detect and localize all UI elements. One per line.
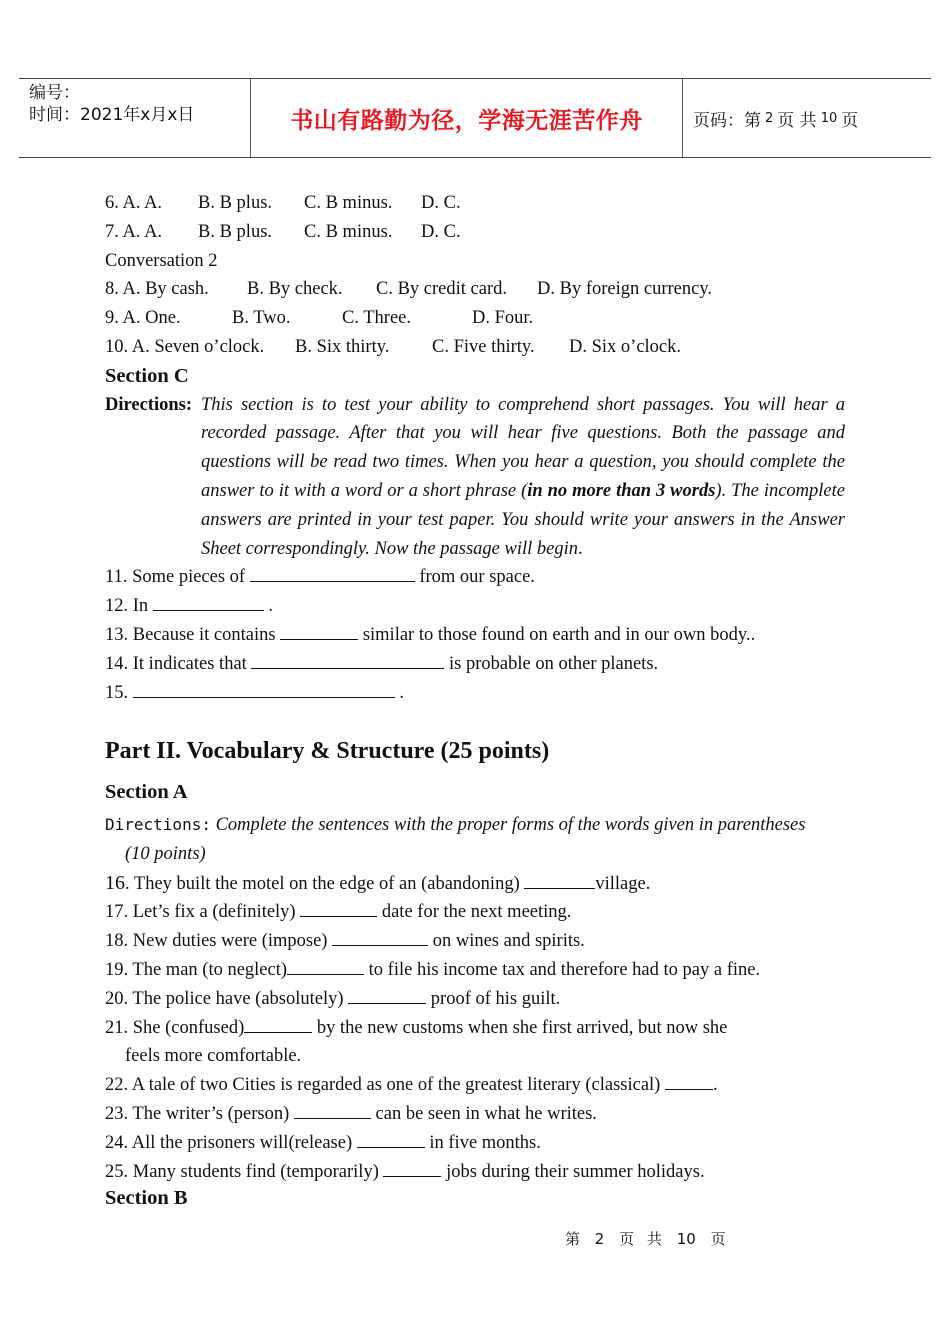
option-c: C. By credit card. (376, 279, 507, 300)
section-a-title: Section A (105, 781, 188, 804)
option-c: C. B minus. (304, 193, 393, 213)
question-21 (105, 1014, 845, 1043)
question-21-continued: feels more comfortable. (125, 1046, 302, 1067)
answer-blank[interactable] (280, 621, 358, 640)
answer-blank[interactable] (287, 956, 364, 975)
page-label-prefix: 页码：第 (693, 110, 761, 131)
q-text: similar to those found on earth and in our own body.. (358, 624, 756, 645)
page-total: 10 (820, 110, 838, 126)
directions-points (105, 840, 845, 869)
question-24 (105, 1129, 845, 1158)
question-11 (105, 563, 845, 592)
option-b: B. Two. (232, 308, 291, 329)
q-text: 14. It indicates that (105, 653, 252, 674)
q-text: 11. Some pieces of (105, 567, 250, 588)
q-text: date for the next meeting. (377, 902, 572, 923)
question-25 (105, 1158, 845, 1187)
q-text: by the new customs when she first arrived, but now she (312, 1017, 728, 1038)
page-current: 2 (765, 110, 774, 126)
question-20 (105, 985, 845, 1014)
q-text: 17. Let’s fix a (definitely) (105, 902, 301, 923)
option-b: B. B plus. (198, 221, 273, 242)
directions-end: . (578, 538, 583, 559)
question-12 (105, 592, 845, 621)
option-c: C. Three. (342, 308, 412, 329)
answer-blank[interactable] (665, 1071, 713, 1090)
id-label: 编号： (29, 83, 80, 103)
footer-total-pages: 10 (676, 1230, 696, 1248)
footer-prefix: 第 (565, 1230, 585, 1248)
answer-blank[interactable] (133, 679, 395, 698)
question-8 (105, 275, 845, 304)
directions-label: Directions: (105, 394, 192, 415)
header-info-cell (19, 79, 251, 157)
section-c-directions (105, 391, 845, 564)
points-text: (10 points) (125, 843, 206, 864)
option-a: 9. A. One. (105, 308, 181, 329)
q-text: can be seen in what he writes. (370, 1103, 597, 1124)
q-text: . (263, 596, 274, 617)
page-footer (565, 1228, 730, 1249)
q-text: 21. She (confused) (105, 1017, 245, 1038)
question-13 (105, 621, 845, 650)
page-header (19, 78, 931, 158)
answer-blank[interactable] (153, 592, 264, 611)
q-text: 24. All the prisoners will(release) (105, 1132, 357, 1153)
q-text: village. (595, 873, 651, 894)
time-label: 时间：2021年x月x日 (29, 105, 195, 125)
answer-blank[interactable] (332, 927, 428, 946)
directions-text (201, 391, 845, 564)
q-text: 18. New duties were (impose) (105, 931, 333, 952)
question-19 (105, 956, 845, 985)
footer-mid: 页 共 (619, 1230, 666, 1248)
directions-text: Complete the sentences with the proper forms of the words given in parentheses (215, 814, 806, 835)
option-a: 8. A. By cash. (105, 279, 209, 300)
directions-text-1: This section is to test your ability to comprehend short passages. You will hear a recorded passage. After that you will hear five questions. Both the passage and questions will be read two times. When you hear a question, you should complete the answer to it with a word or a short phrase ( (201, 394, 845, 501)
answer-blank[interactable] (524, 870, 595, 889)
q-text: in five months. (424, 1132, 541, 1153)
option-b: B. B plus. (198, 193, 273, 213)
option-b: B. By check. (247, 279, 343, 300)
q-text: 20. The police have (absolutely) (105, 988, 349, 1009)
q-text: 23. The writer’s (person) (105, 1103, 294, 1124)
section-b-title: Section B (105, 1187, 188, 1210)
question-22 (105, 1071, 845, 1100)
answer-blank[interactable] (250, 563, 415, 582)
answer-blank[interactable] (357, 1129, 425, 1148)
question-6 (105, 189, 845, 218)
answer-blank[interactable] (348, 985, 426, 1004)
option-d: D. By foreign currency. (537, 279, 713, 300)
motto: 书山有路勤为径，学海无涯苦作舟 (290, 107, 643, 134)
q-text: from our space. (414, 567, 535, 588)
question-18 (105, 927, 845, 956)
conversation-2-label: Conversation 2 (105, 250, 218, 271)
option-c: C. Five thirty. (432, 336, 535, 357)
option-b: B. Six thirty. (295, 336, 390, 357)
q-text: 25. Many students find (temporarily) (105, 1161, 384, 1182)
section-a-directions (105, 811, 845, 840)
q-text: 13. Because it contains (105, 624, 281, 645)
q-text: on wines and spirits. (428, 931, 585, 952)
option-c: C. B minus. (304, 221, 393, 242)
directions-text-2: ). The incomplete answers are printed in your test paper. You should write your answers in the Answer Sheet correspondingly. Now the passage will begin (201, 480, 845, 559)
option-a: 7. A. A. (105, 221, 163, 242)
question-10 (105, 333, 845, 362)
question-16 (105, 869, 845, 899)
directions-label: Directions: (105, 814, 211, 834)
directions-bold: in no more than 3 words (527, 480, 716, 501)
q-num: 16 (105, 871, 125, 894)
page-label-suffix: 页 (841, 110, 859, 131)
section-c-title: Section C (105, 364, 189, 387)
option-d: D. Six o’clock. (569, 336, 682, 357)
question-23 (105, 1100, 845, 1129)
answer-blank[interactable] (300, 898, 377, 917)
header-motto-cell (251, 79, 683, 157)
footer-suffix: 页 (710, 1230, 730, 1248)
q-text: proof of his guilt. (426, 988, 561, 1009)
answer-blank[interactable] (251, 650, 444, 669)
header-page-cell (682, 79, 931, 157)
option-d: D. C. (421, 193, 461, 213)
q-text: 12. In (105, 596, 153, 617)
footer-current-page: 2 (594, 1230, 605, 1248)
page-label-mid: 页 共 (777, 110, 817, 131)
answer-blank[interactable] (294, 1100, 371, 1119)
question-14 (105, 650, 845, 679)
part-ii-title: Part II. Vocabulary & Structure (25 points) (105, 738, 550, 765)
question-15 (105, 679, 845, 708)
q-text: . (712, 1075, 718, 1096)
question-17 (105, 898, 845, 927)
answer-blank[interactable] (383, 1158, 441, 1177)
q-text: 19. The man (to neglect) (105, 959, 288, 980)
document-body (105, 189, 845, 1210)
answer-blank[interactable] (244, 1014, 312, 1033)
option-d: D. C. (421, 221, 461, 242)
option-a: 6. A. A. (105, 193, 163, 213)
q-text: jobs during their summer holidays. (441, 1161, 705, 1182)
option-a: 10. A. Seven o’clock. (105, 336, 265, 357)
q-text: 22. A tale of two Cities is regarded as one of the greatest literary (classical) (105, 1075, 665, 1096)
q-text: . They built the motel on the edge of an (abandoning) (125, 873, 525, 894)
q-text: to file his income tax and therefore had to pay a fine. (364, 959, 761, 980)
q-text: is probable on other planets. (444, 653, 659, 674)
option-d: D. Four. (472, 308, 534, 329)
q-text: 15. (105, 682, 133, 703)
question-9 (105, 304, 845, 333)
question-7 (105, 218, 845, 247)
q-text: . (394, 682, 404, 703)
